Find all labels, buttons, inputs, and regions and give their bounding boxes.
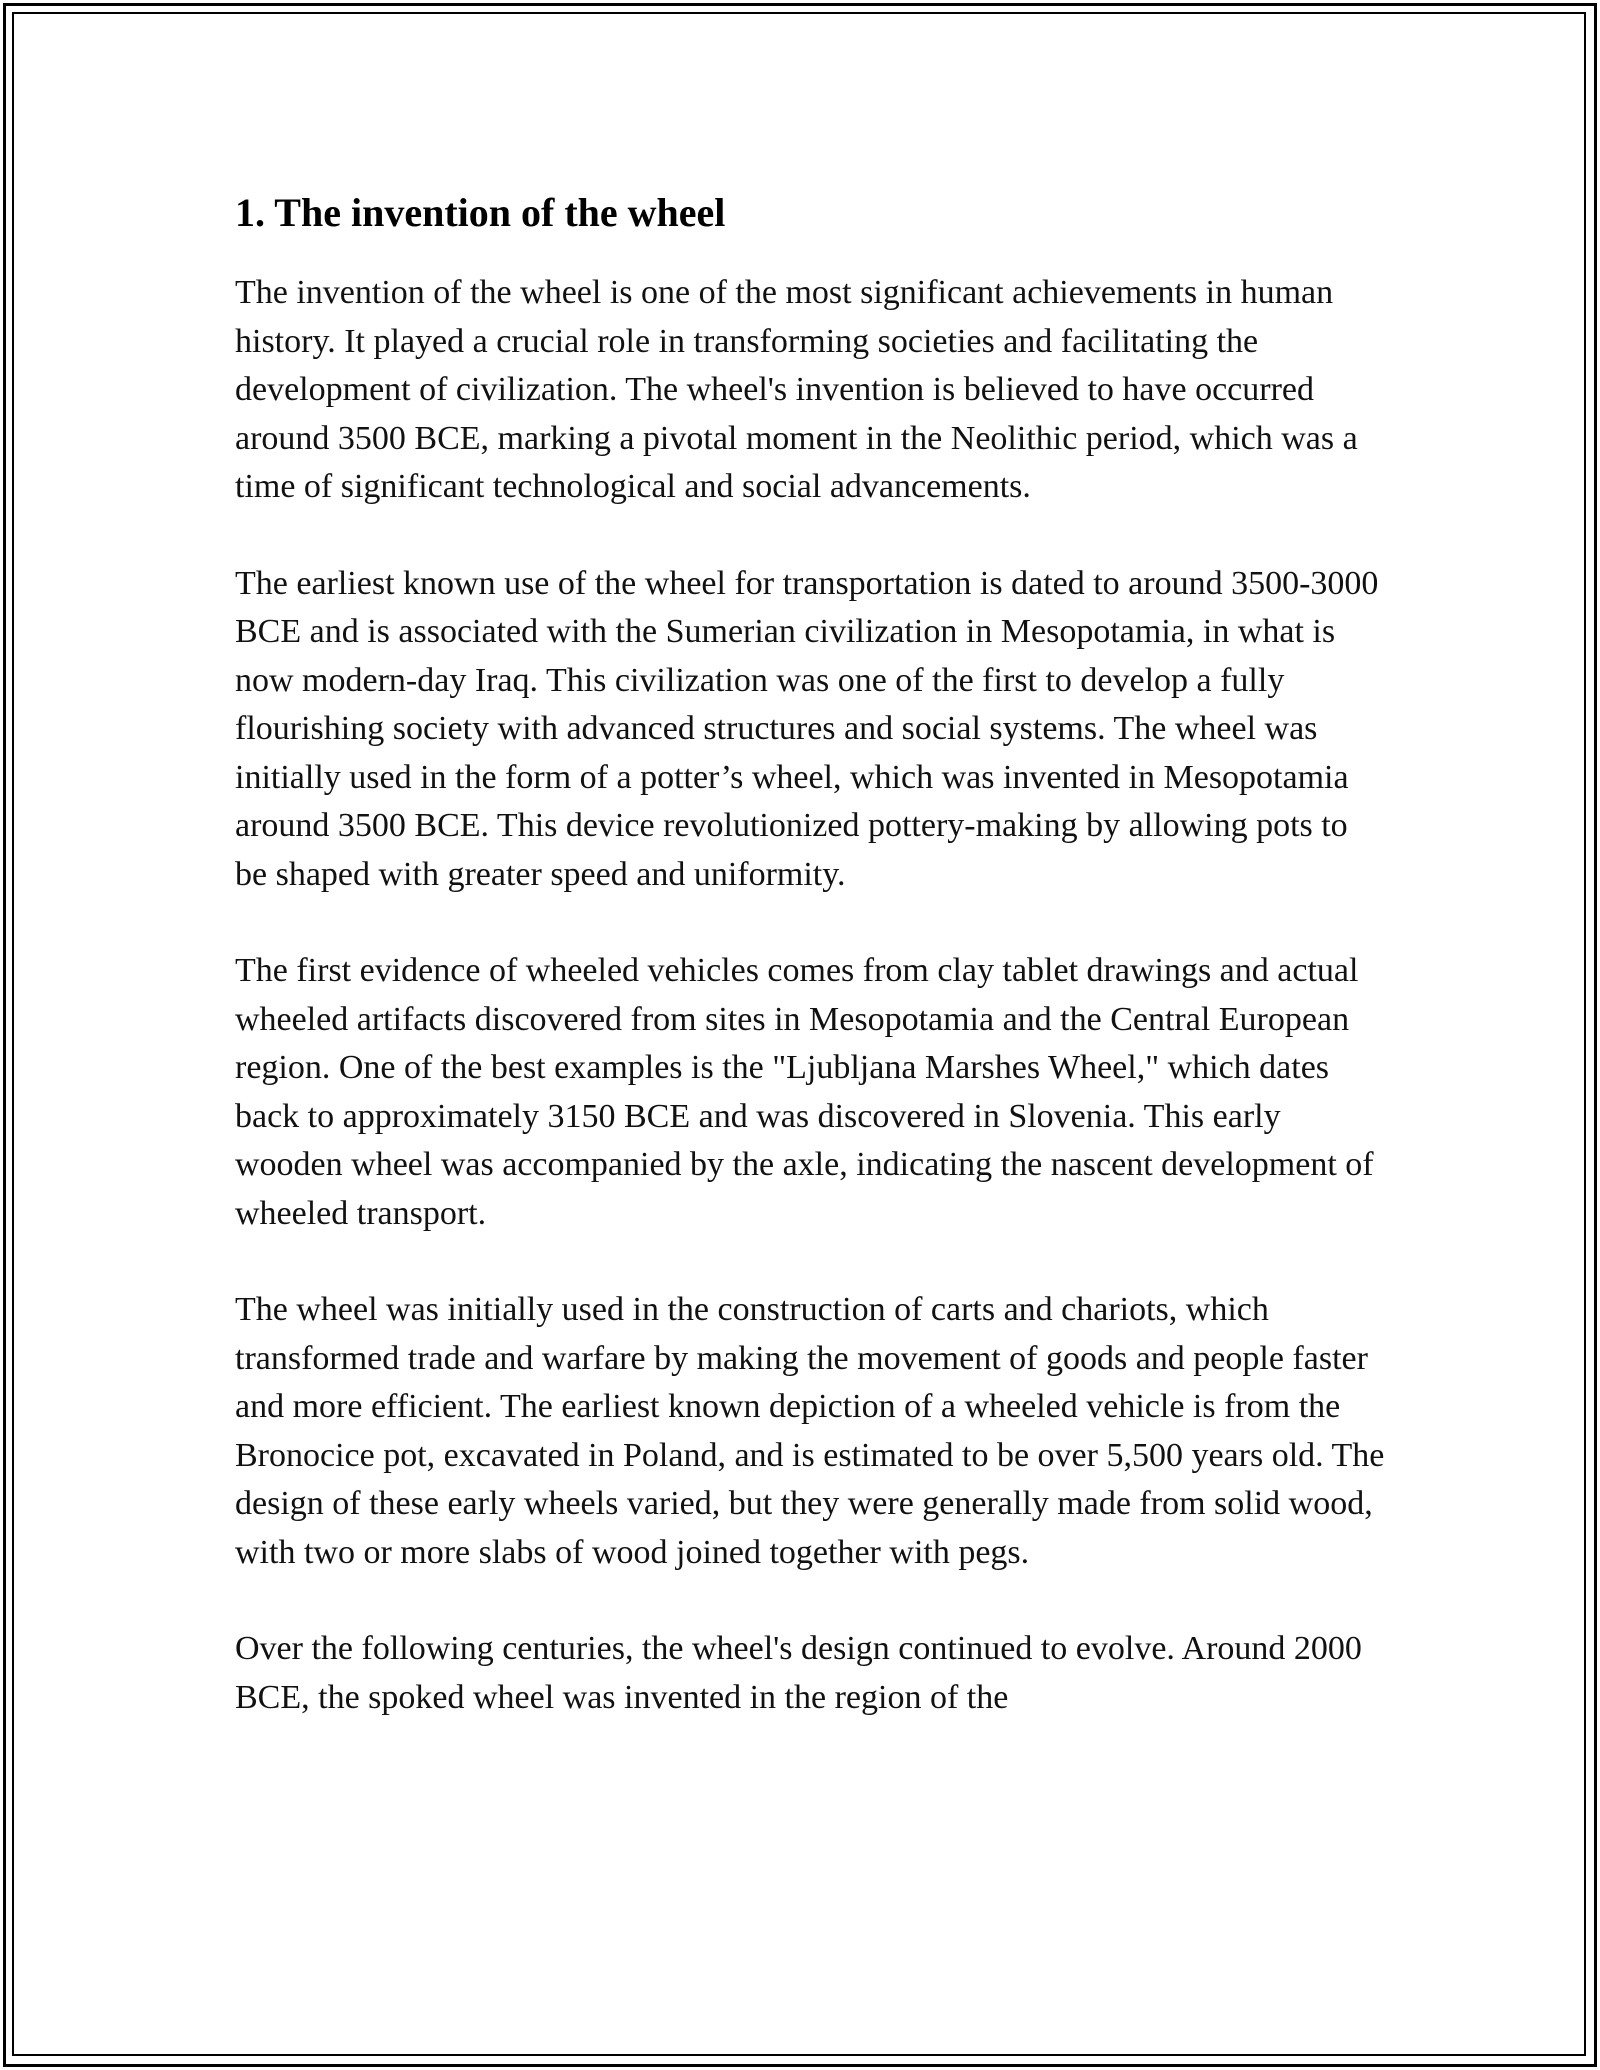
- section-heading: 1. The invention of the wheel: [235, 190, 726, 235]
- paragraph-1: The invention of the wheel is one of the most significant achievements in human history. It played a crucial role in transforming societies and facilitating the development of civilization. The wheel's invention is believed to have occurred around 3500 BCE, marking a pivotal moment in the Neolithic period, which was a time of significant technological and social advancements.: [235, 274, 1358, 505]
- paragraph-2: The earliest known use of the wheel for transportation is dated to around 3500-3000 BCE and is associated with the Sumerian civilization in Mesopotamia, in what is now modern-day Iraq. This civilization was one of the first to develop a fully flourishing society with advanced structures and social systems. The wheel was initially used in the form of a potter’s wheel, which was invented in Mesopotamia around 3500 BCE. This device revolutionized pottery-making by allowing pots to be shaped with greater speed and uniformity.: [235, 564, 1379, 893]
- paragraph-3: The first evidence of wheeled vehicles comes from clay tablet drawings and actual wheeled artifacts discovered from sites in Mesopotamia and the Central European region. One of the best examples is the "Ljubljana Marshes Wheel," which dates back to approximately 3150 BCE and was discovered in Slovenia. This early wooden wheel was accompanied by the axle, indicating the nascent development of wheeled transport.: [235, 952, 1374, 1232]
- paragraph-5: Over the following centuries, the wheel's design continued to evolve. Around 2000 BCE, the spoked wheel was invented in the region of the: [235, 1630, 1362, 1716]
- document-body: [235, 185, 1385, 1770]
- paragraph-4: The wheel was initially used in the construction of carts and chariots, which transformed trade and warfare by making the movement of goods and people faster and more efficient. The earliest known depiction of a wheeled vehicle is from the Bronocice pot, excavated in Poland, and is estimated to be over 5,500 years old. The design of these early wheels varied, but they were generally made from solid wood, with two or more slabs of wood joined together with pegs.: [235, 1291, 1385, 1571]
